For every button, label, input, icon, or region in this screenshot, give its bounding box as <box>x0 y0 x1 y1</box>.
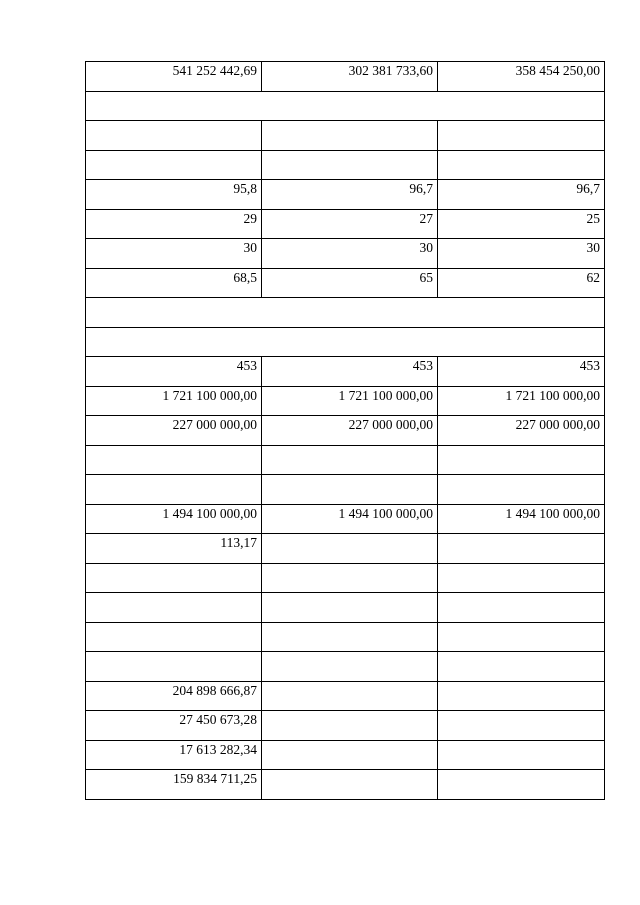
table-cell-col3 <box>438 622 605 652</box>
table-cell-col1: 159 834 711,25 <box>86 770 262 800</box>
table-cell-col2 <box>262 150 438 180</box>
merged-cell <box>86 327 605 357</box>
table-body <box>86 62 605 800</box>
table-cell-col2 <box>262 711 438 741</box>
table-cell-col3 <box>438 121 605 151</box>
table-cell-col1 <box>86 475 262 505</box>
table-row <box>86 268 605 298</box>
table-cell-col1 <box>86 150 262 180</box>
table-cell-col3 <box>438 563 605 593</box>
table-cell-col2 <box>262 475 438 505</box>
table-cell-col1 <box>86 593 262 623</box>
table-cell-col2: 30 <box>262 239 438 269</box>
table-row <box>86 445 605 475</box>
table-cell-col1 <box>86 563 262 593</box>
table-row <box>86 386 605 416</box>
table-cell-col3: 453 <box>438 357 605 387</box>
table-cell-col3 <box>438 593 605 623</box>
table-cell-col3 <box>438 681 605 711</box>
table-cell-col1: 204 898 666,87 <box>86 681 262 711</box>
table-row <box>86 327 605 357</box>
table-cell-col3 <box>438 740 605 770</box>
table-cell-col2: 65 <box>262 268 438 298</box>
table-row <box>86 91 605 121</box>
table-cell-col1: 453 <box>86 357 262 387</box>
table-cell-col1: 541 252 442,69 <box>86 62 262 92</box>
table-row <box>86 150 605 180</box>
table-cell-col2 <box>262 622 438 652</box>
table-row <box>86 652 605 682</box>
table-cell-col3 <box>438 711 605 741</box>
table-cell-col2 <box>262 563 438 593</box>
table-cell-col1: 29 <box>86 209 262 239</box>
table-cell-col2 <box>262 534 438 564</box>
table-row <box>86 622 605 652</box>
table-row <box>86 740 605 770</box>
table-row <box>86 180 605 210</box>
table-cell-col1 <box>86 445 262 475</box>
table-cell-col2 <box>262 681 438 711</box>
table-row <box>86 209 605 239</box>
table-cell-col1: 17 613 282,34 <box>86 740 262 770</box>
table-row <box>86 357 605 387</box>
table-cell-col1: 227 000 000,00 <box>86 416 262 446</box>
table-cell-col2: 1 721 100 000,00 <box>262 386 438 416</box>
table-cell-col3: 30 <box>438 239 605 269</box>
table-cell-col3 <box>438 445 605 475</box>
table-cell-col2: 227 000 000,00 <box>262 416 438 446</box>
table-row <box>86 62 605 92</box>
table-cell-col3 <box>438 534 605 564</box>
table-cell-col1: 68,5 <box>86 268 262 298</box>
table-cell-col2 <box>262 445 438 475</box>
table-row <box>86 681 605 711</box>
table-cell-col2: 453 <box>262 357 438 387</box>
table-cell-col1: 30 <box>86 239 262 269</box>
table-cell-col2 <box>262 593 438 623</box>
table-cell-col1 <box>86 652 262 682</box>
table-cell-col3: 25 <box>438 209 605 239</box>
table-cell-col3 <box>438 475 605 505</box>
table-cell-col1: 27 450 673,28 <box>86 711 262 741</box>
table-row <box>86 504 605 534</box>
table-row <box>86 298 605 328</box>
table-row <box>86 534 605 564</box>
table-row <box>86 593 605 623</box>
table-cell-col3: 358 454 250,00 <box>438 62 605 92</box>
table-cell-col2 <box>262 121 438 151</box>
table-cell-col2: 302 381 733,60 <box>262 62 438 92</box>
table-row <box>86 239 605 269</box>
table-cell-col3 <box>438 652 605 682</box>
table-cell-col2: 27 <box>262 209 438 239</box>
table-cell-col1 <box>86 622 262 652</box>
table-row <box>86 121 605 151</box>
table-cell-col3 <box>438 770 605 800</box>
table-row <box>86 563 605 593</box>
table-cell-col3: 96,7 <box>438 180 605 210</box>
table-cell-col1: 95,8 <box>86 180 262 210</box>
table-cell-col2: 96,7 <box>262 180 438 210</box>
table-cell-col2 <box>262 652 438 682</box>
table-cell-col3 <box>438 150 605 180</box>
table-cell-col3: 62 <box>438 268 605 298</box>
table-row <box>86 475 605 505</box>
table-cell-col2: 1 494 100 000,00 <box>262 504 438 534</box>
merged-cell <box>86 298 605 328</box>
table-row <box>86 770 605 800</box>
table-cell-col2 <box>262 770 438 800</box>
table-cell-col1: 1 494 100 000,00 <box>86 504 262 534</box>
table-cell-col2 <box>262 740 438 770</box>
table-cell-col3: 1 494 100 000,00 <box>438 504 605 534</box>
table-cell-col1: 1 721 100 000,00 <box>86 386 262 416</box>
data-table <box>85 61 605 800</box>
table-cell-col1 <box>86 121 262 151</box>
merged-cell <box>86 91 605 121</box>
table-cell-col1: 113,17 <box>86 534 262 564</box>
table-row <box>86 711 605 741</box>
table-row <box>86 416 605 446</box>
table-cell-col3: 1 721 100 000,00 <box>438 386 605 416</box>
table-cell-col3: 227 000 000,00 <box>438 416 605 446</box>
